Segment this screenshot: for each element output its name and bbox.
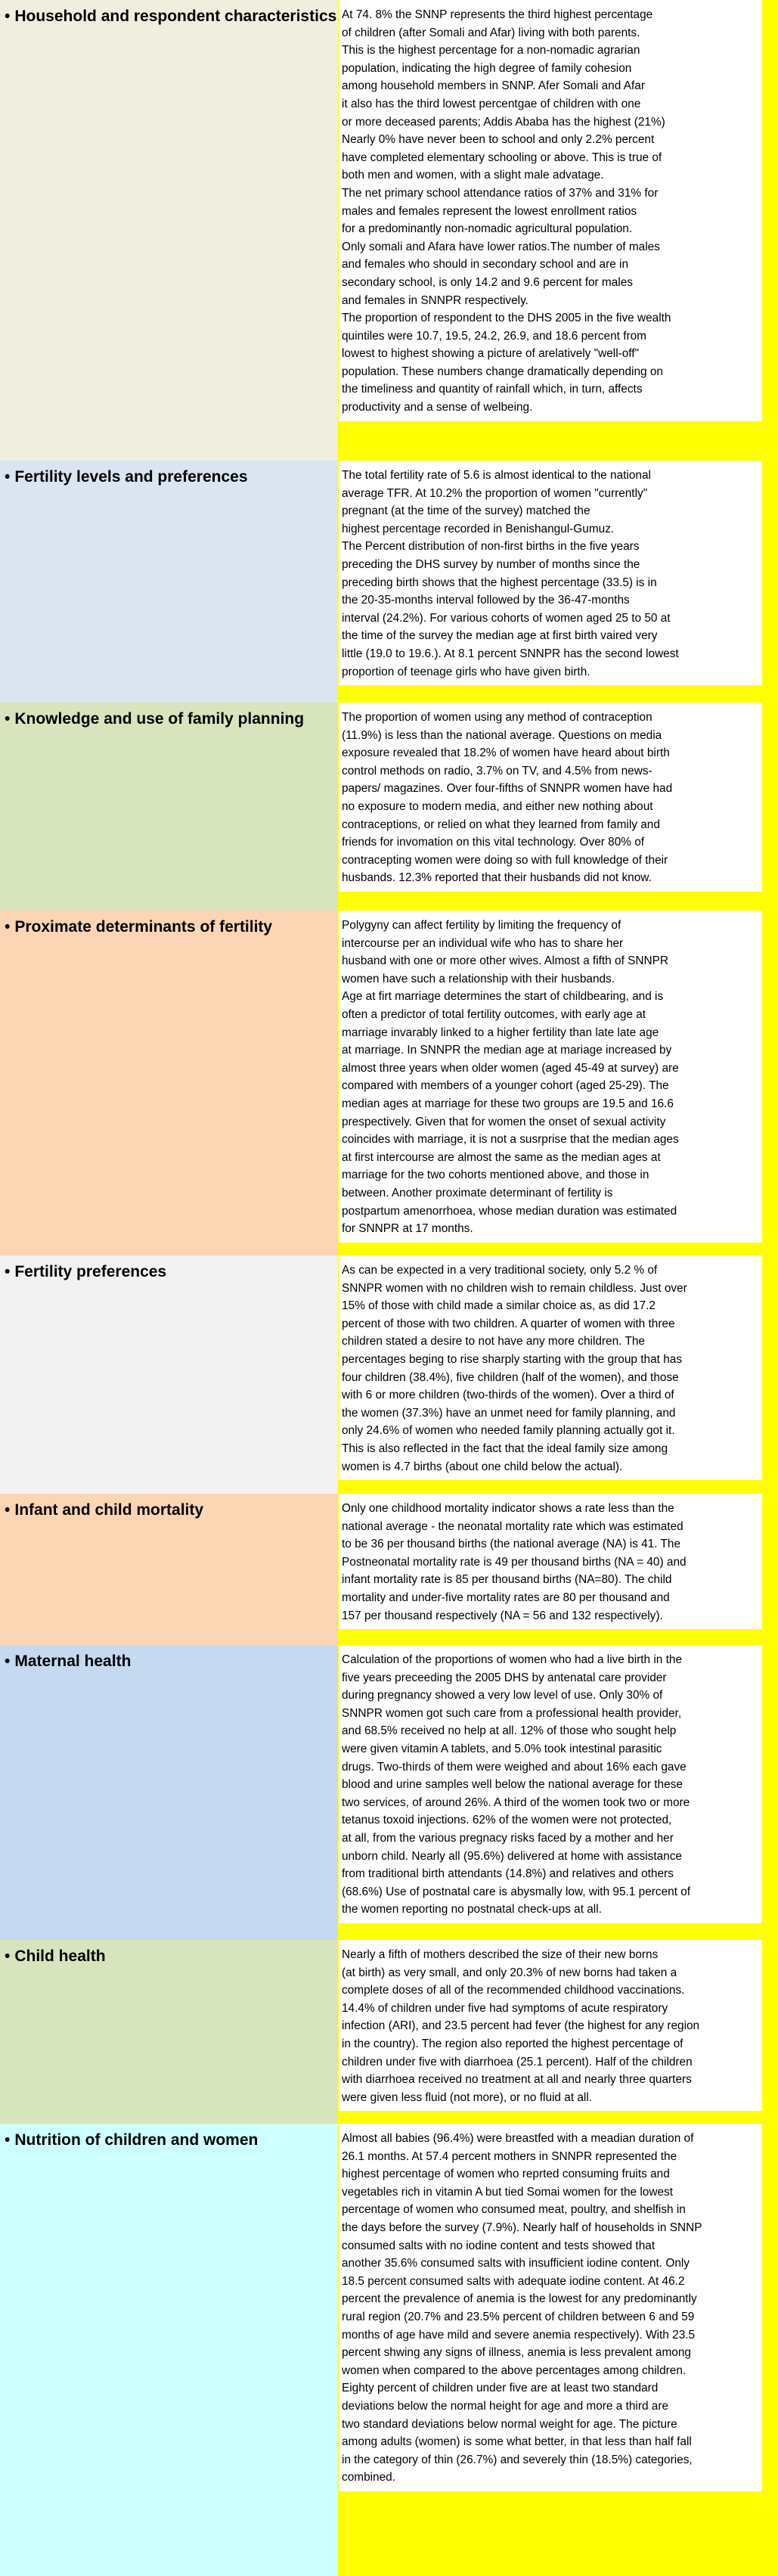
text-line: the days before the survey (7.9%). Nearly half of households in SNNP (342, 2221, 702, 2234)
section-family-planning (0, 703, 778, 911)
text-line: population. These numbers change dramatically depending on (342, 365, 663, 378)
text-line: contracepting women were doing so with full knowledge of their (342, 853, 668, 867)
text-line: two standard deviations below normal weight for age. The picture (342, 2417, 677, 2431)
section-heading: • Fertility levels and preferences (5, 468, 248, 486)
text-line: The Percent distribution of non-first births in the five years (342, 540, 640, 554)
text-line: have completed elementary schooling or above. This is true of (342, 151, 662, 164)
section-heading: • Infant and child mortality (5, 1501, 204, 1519)
text-line: to be 36 per thousand births (the national average (NA) is 41. The (342, 1538, 681, 1551)
text-line: were given less fluid (not more), or no fluid at all. (342, 2090, 593, 2104)
text-line: tetanus toxoid injections. 62% of the women were not protected, (342, 1814, 672, 1827)
text-line: or more deceased parents; Addis Ababa has the highest (21%) (342, 115, 665, 129)
text-line: both men and women, with a slight male advatage. (342, 169, 604, 182)
text-line: Calculation of the proportions of women who had a live birth in the (342, 1653, 683, 1666)
section-text (339, 1645, 762, 1923)
text-line: males and females represent the lowest enrollment ratios (342, 204, 637, 218)
text-line: 15% of those with child made a similar choice as, as did 17.2 (342, 1299, 656, 1313)
text-line: postpartum amenorrhoea, whose median duration was estimated (342, 1204, 677, 1218)
text-line: Nearly a fifth of mothers described the size of their new borns (342, 1948, 659, 1961)
text-line: SNNPR women got such care from a professional health provider, (342, 1706, 682, 1720)
text-line: national average - the neonatal mortality rate which was estimated (342, 1519, 683, 1533)
text-line: children under five with diarrhoea (25.1 percent). Half of the children (342, 2055, 693, 2069)
section-text (339, 0, 762, 421)
text-line: children stated a desire to not have any more children. The (342, 1335, 645, 1349)
text-line: little (19.0 to 19.6.). At 8.1 percent SNNPR has the second lowest (342, 647, 679, 660)
text-line: productivity and a sense of welbeing. (342, 401, 533, 414)
text-line: SNNPR women with no children wish to remain childless. Just over (342, 1281, 687, 1295)
text-line: median ages at marriage for these two groups are 19.5 and 16.6 (342, 1097, 674, 1110)
text-line: complete doses of all of the recommended childhood vaccinations. (342, 1984, 685, 1997)
section-proximate-determinants (0, 911, 778, 1255)
text-line: Polygyny can affect fertility by limiting the frequency of (342, 919, 621, 932)
section-fertility-preferences (0, 1255, 778, 1494)
text-line: the timeliness and quantity of rainfall which, in turn, affects (342, 383, 643, 396)
bullet-icon: • (5, 468, 11, 486)
text-line: papers/ magazines. Over four-fifths of SNNPR women have had (342, 782, 673, 796)
text-line: (at birth) as very small, and only 20.3% of new borns had taken a (342, 1966, 677, 1979)
text-line: highest percentage recorded in Benishangul-Gumuz. (342, 522, 615, 535)
text-line: The proportion of respondent to the DHS 2005 in the five wealth (342, 312, 671, 325)
bullet-icon: • (5, 2131, 11, 2149)
text-line: Eighty percent of children under five are at least two standard (342, 2382, 659, 2395)
text-line: months of age have mild and severe anemia respectively). With 23.5 (342, 2328, 696, 2342)
section-heading: • Fertility preferences (5, 1263, 167, 1280)
text-line: intercourse per an individual wife who has to share her (342, 936, 624, 950)
section-text (339, 1255, 762, 1480)
text-line: among household members in SNNP. Afer Somali and Afar (342, 79, 645, 93)
section-text (339, 1494, 762, 1629)
section-text (339, 911, 762, 1243)
text-line: for a predominantly non-nomadic agricultural population. (342, 222, 633, 236)
bullet-icon: • (5, 710, 11, 728)
text-line: five years preceeding the 2005 DHS by antenatal care provider (342, 1671, 667, 1684)
text-line: in the country). The region also reported the highest percentage of (342, 2037, 683, 2050)
text-line: among adults (women) is some what better, in that less than half fall (342, 2435, 692, 2449)
section-heading-panel (0, 1255, 338, 1494)
text-line: percent the prevalence of anemia is the lowest for any predominantly (342, 2292, 697, 2306)
text-line: the time of the survey the median age at first birth vaired very (342, 629, 658, 643)
section-maternal-health (0, 1645, 778, 1940)
section-heading-panel (0, 911, 338, 1255)
text-line: almost three years when older women (aged 45-49 at survey) are (342, 1061, 679, 1075)
text-line: four children (38.4%), five children (half of the women), and those (342, 1370, 679, 1384)
text-line: husband with one or more other wives. Almost a fifth of SNNPR (342, 954, 668, 968)
text-line: during pregnancy showed a very low level of use. Only 30% of (342, 1689, 663, 1702)
section-heading-panel (0, 461, 338, 703)
text-line: friends for invomation on this vital technology. Over 80% of (342, 836, 645, 849)
text-line: This is the highest percentage for a non-nomadic agrarian (342, 44, 640, 57)
text-line: percent of those with two children. A quarter of women with three (342, 1317, 675, 1330)
section-text (339, 2124, 762, 2491)
text-line: highest percentage of women who reprted consuming fruits and (342, 2168, 670, 2181)
text-line: Almost all babies (96.4%) were breastfed with a meadian duration of (342, 2132, 694, 2145)
text-line: with 6 or more children (two-thirds of the women). Over a third of (342, 1389, 674, 1402)
text-line: the 20-35-months interval followed by the 36-47-months (342, 594, 630, 607)
text-line: infection (ARI), and 23.5 percent had fever (the highest for any region (342, 2019, 700, 2033)
text-line: and females who should in secondary school and are in (342, 258, 629, 272)
text-line: percentages beging to rise sharply starting with the group that has (342, 1352, 683, 1366)
section-text (339, 1940, 762, 2111)
text-line: 157 per thousand respectively (NA = 56 and 132 respectively). (342, 1609, 663, 1622)
section-heading: • Household and respondent characteristics (5, 8, 337, 25)
text-line: The total fertility rate of 5.6 is almost identical to the national (342, 469, 651, 482)
text-line: population, indicating the high degree of family cohesion (342, 61, 632, 75)
text-line: 18.5 percent consumed salts with adequate iodine content. At 46.2 (342, 2274, 685, 2288)
text-line: from traditional birth attendants (14.8%) and relatives and others (342, 1867, 674, 1881)
text-line: Age at firt marriage determines the start of childbearing, and is (342, 990, 664, 1004)
text-line: compared with members of a younger cohort (aged 25-29). The (342, 1079, 669, 1093)
text-line: combined. (342, 2471, 396, 2484)
text-line: marriage for the two cohorts mentioned above, and those in (342, 1169, 649, 1182)
bullet-icon: • (5, 918, 11, 936)
text-line: This is also reflected in the fact that the ideal family size among (342, 1442, 668, 1455)
text-line: often a predictor of total fertility outcomes, with early age at (342, 1007, 646, 1021)
text-line: The net primary school attendance ratios of 37% and 31% for (342, 186, 659, 200)
text-line: The proportion of women using any method of contraception (342, 711, 652, 724)
text-line: marriage invarably linked to a higher fertility than late late age (342, 1026, 659, 1039)
text-line: mortality and under-five mortality rates are 80 per thousand and (342, 1591, 670, 1604)
text-line: women have such a relationship with their husbands. (342, 972, 615, 985)
section-infant-child-mortality (0, 1494, 778, 1645)
bullet-icon: • (5, 1263, 11, 1280)
bullet-icon: • (5, 1501, 11, 1519)
text-line: between. Another proximate determinant of fertility is (342, 1186, 613, 1200)
text-line: rural region (20.7% and 23.5% percent of children between 6 and 59 (342, 2310, 695, 2323)
text-line: quintiles were 10.7, 19.5, 24.2, 26.9, and 18.6 percent from (342, 329, 646, 343)
text-line: percent shwing any signs of illness, anemia is less prevalent among (342, 2346, 691, 2360)
text-line: for SNNPR at 17 months. (342, 1222, 473, 1236)
text-line: average TFR. At 10.2% the proportion of women "currently" (342, 486, 648, 500)
section-nutrition (0, 2124, 778, 2576)
text-line: no exposure to modern media, and either new nothing about (342, 799, 653, 813)
text-line: were given vitamin A tablets, and 5.0% took intestinal parasitic (342, 1742, 662, 1755)
text-line: Nearly 0% have never been to school and only 2.2% percent (342, 133, 655, 147)
text-line: prespectively. Given that for women the onset of sexual activity (342, 1115, 666, 1128)
text-line: coincides with marriage, it is not a susrprise that the median ages (342, 1133, 679, 1147)
text-line: women is 4.7 births (about one child below the actual). (342, 1460, 623, 1473)
section-heading: • Knowledge and use of family planning (5, 710, 305, 728)
section-heading-panel (0, 1494, 338, 1645)
text-line: lowest to highest showing a picture of arelatively "well-off" (342, 347, 640, 361)
text-line: preceding birth shows that the highest percentage (33.5) is in (342, 576, 657, 589)
text-line: As can be expected in a very traditional society, only 5.2 % of (342, 1264, 658, 1277)
text-line: two services, of around 26%. A third of the women took two or more (342, 1795, 690, 1809)
text-line: of children (after Somali and Afar) living with both parents. (342, 26, 640, 39)
text-line: preceding the DHS survey by number of months since the (342, 557, 640, 571)
text-line: the women reporting no postnatal check-ups at all. (342, 1903, 602, 1916)
text-line: (68.6%) Use of postnatal care is abysmally low, with 95.1 percent of (342, 1885, 691, 1898)
text-line: at marriage. In SNNPR the median age at mariage increased by (342, 1044, 672, 1057)
text-line: blood and urine samples well below the national average for these (342, 1778, 683, 1792)
text-line: proportion of teenage girls who have given birth. (342, 665, 590, 678)
text-line: interval (24.2%). For various cohorts of women aged 25 to 50 at (342, 611, 671, 625)
section-heading: • Nutrition of children and women (5, 2131, 259, 2149)
text-line: Postneonatal mortality rate is 49 per thousand births (NA = 40) and (342, 1555, 687, 1569)
text-line: and females in SNNPR respectively. (342, 293, 528, 307)
section-heading-panel (0, 1645, 338, 1940)
right-margin-strip (762, 0, 778, 2576)
text-line: contraceptions, or relied on what they learned from family and (342, 818, 660, 831)
section-heading-panel (0, 1940, 338, 2124)
section-child-health (0, 1940, 778, 2124)
text-line: exposure revealed that 18.2% of women have heard about birth (342, 746, 670, 760)
text-line: at first intercourse are almost the same as the median ages at (342, 1150, 661, 1164)
text-line: at all, from the various pregnacy risks faced by a mother and her (342, 1831, 674, 1845)
text-line: unborn child. Nearly all (95.6%) delivered at home with assistance (342, 1849, 682, 1863)
text-line: with diarrhoea received no treatment at all and nearly three quarters (342, 2073, 692, 2087)
text-line: and 68.5% received no help at all. 12% of those who sought help (342, 1724, 677, 1738)
text-line: in the category of thin (26.7%) and severely thin (18.5%) categories, (342, 2453, 693, 2466)
section-text (339, 703, 762, 892)
text-line: (11.9%) is less than the national average. Questions on media (342, 728, 662, 742)
bullet-icon: • (5, 1948, 11, 1965)
text-line: infant mortality rate is 85 per thousand births (NA=80). The child (342, 1573, 672, 1587)
text-line: Only somali and Afara have lower ratios.The number of males (342, 240, 660, 253)
text-line: consumed salts with no iodine content and tests showed that (342, 2239, 656, 2252)
section-heading: • Child health (5, 1948, 106, 1965)
text-line: deviations below the normal height for age and more a third are (342, 2399, 669, 2413)
text-line: 14.4% of children under five had symptoms of acute respiratory (342, 2001, 668, 2015)
text-line: pregnant (at the time of the survey) matched the (342, 504, 590, 518)
section-heading-panel (0, 2124, 338, 2576)
text-line: another 35.6% consumed salts with insufficient iodine content. Only (342, 2257, 690, 2270)
text-line: drugs. Two-thirds of them were weighed and about 16% each gave (342, 1760, 687, 1774)
text-line: only 24.6% of women who needed family planning actually got it. (342, 1424, 675, 1438)
text-line: 26.1 months. At 57.4 percent mothers in SNNPR represented the (342, 2149, 677, 2163)
text-line: Only one childhood mortality indicator shows a rate less than the (342, 1502, 674, 1515)
section-heading: • Maternal health (5, 1653, 132, 1670)
bullet-icon: • (5, 1653, 11, 1670)
text-line: percentage of women who consumed meat, poultry, and shelfish in (342, 2203, 686, 2217)
text-line: the women (37.3%) have an unmet need for family planning, and (342, 1406, 676, 1420)
text-line: control methods on radio, 3.7% on TV, and 4.5% from news- (342, 764, 652, 777)
text-line: women when compared to the above percentages among children. (342, 2363, 687, 2377)
section-fertility-levels (0, 461, 778, 703)
bullet-icon: • (5, 8, 11, 25)
section-heading-panel (0, 0, 338, 461)
section-text (339, 461, 762, 685)
text-line: secondary school, is only 14.2 and 9.6 percent for males (342, 275, 633, 289)
text-line: it also has the third lowest percentgae of children with one (342, 97, 641, 110)
section-household (0, 0, 778, 461)
text-line: husbands. 12.3% reported that their husbands did not know. (342, 871, 652, 885)
section-heading-panel (0, 703, 338, 911)
section-heading: • Proximate determinants of fertility (5, 918, 273, 936)
text-line: vegetables rich in vitamin A but tied Somai women for the lowest (342, 2185, 674, 2199)
text-line: At 74. 8% the SNNP represents the third highest percentage (342, 8, 653, 21)
